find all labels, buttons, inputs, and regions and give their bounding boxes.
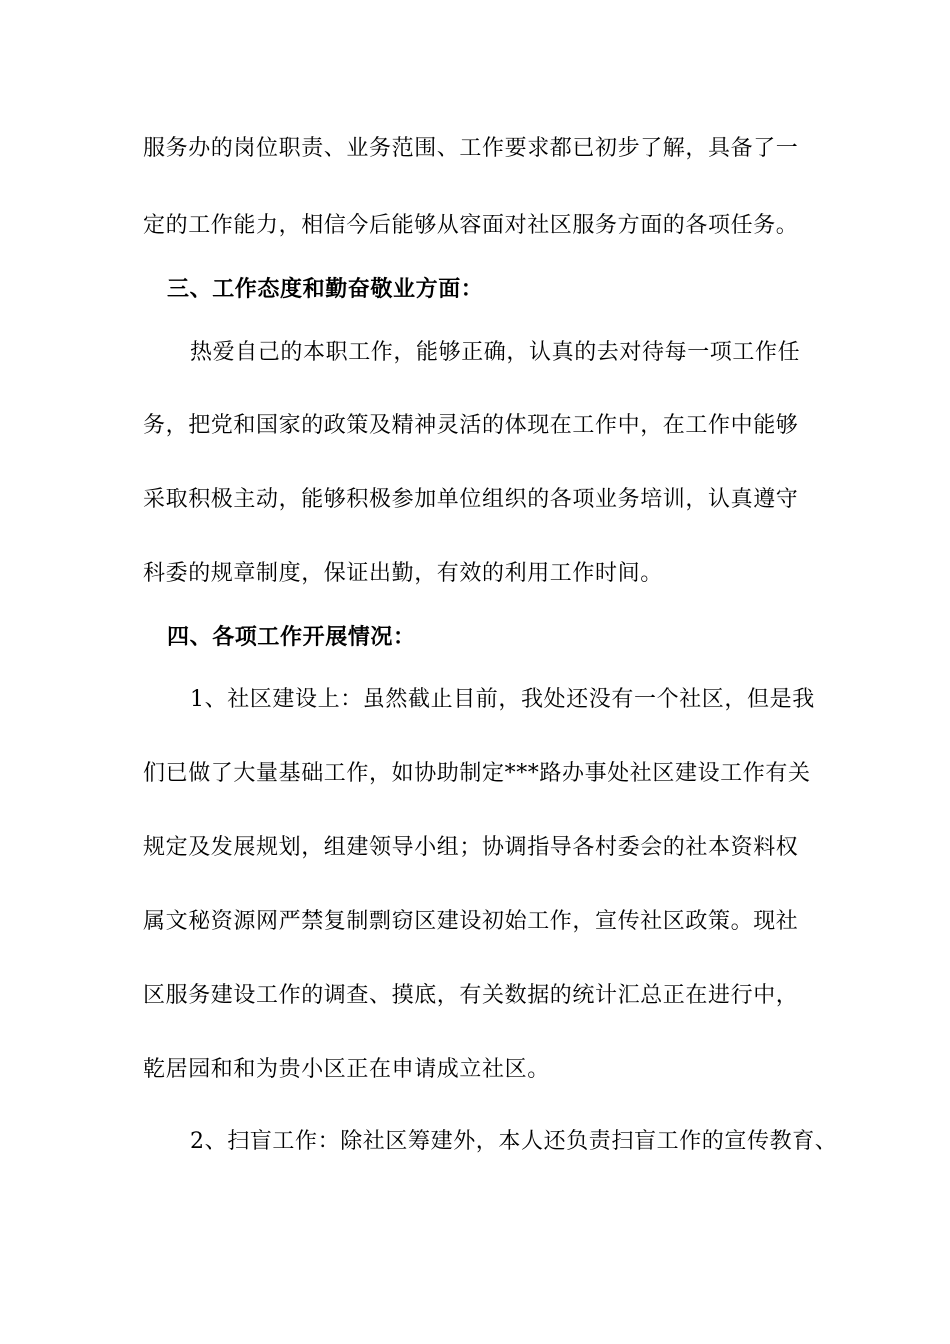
body-text-line: 属文秘资源网严禁复制剽窃区建设初始工作，宣传社区政策。现社 <box>143 909 799 934</box>
section-heading-3: 三、工作态度和勤奋敬业方面： <box>167 276 484 302</box>
body-text-line: 规定及发展规划，组建领导小组；协调指导各村委会的社本资料权 <box>143 835 799 860</box>
body-text-line: 服务办的岗位职责、业务范围、工作要求都已初步了解，具备了一 <box>143 136 799 161</box>
body-text-line: 区服务建设工作的调查、摸底，有关数据的统计汇总正在进行中， <box>143 983 799 1008</box>
body-text-line: 务，把党和国家的政策及精神灵活的体现在工作中，在工作中能够 <box>143 413 799 438</box>
body-text-line: 定的工作能力，相信今后能够从容面对社区服务方面的各项任务。 <box>143 213 799 238</box>
paragraph-first-line: 热爱自己的本职工作，能够正确，认真的去对待每一项工作任 <box>190 340 801 365</box>
paragraph-first-line: 2、扫盲工作：除社区筹建外，本人还负责扫盲工作的宣传教育、 <box>190 1129 838 1154</box>
body-text-line: 科委的规章制度，保证出勤，有效的利用工作时间。 <box>143 561 663 586</box>
body-text-line: 们已做了大量基础工作，如协助制定***路办事处社区建设工作有关 <box>143 761 811 786</box>
body-text-line: 采取积极主动，能够积极参加单位组织的各项业务培训，认真遵守 <box>143 487 799 512</box>
paragraph-first-line: 1、社区建设上：虽然截止目前，我处还没有一个社区，但是我 <box>190 687 815 712</box>
body-text-line: 乾居园和和为贵小区正在申请成立社区。 <box>143 1057 550 1082</box>
section-heading-4: 四、各项工作开展情况： <box>167 624 416 650</box>
